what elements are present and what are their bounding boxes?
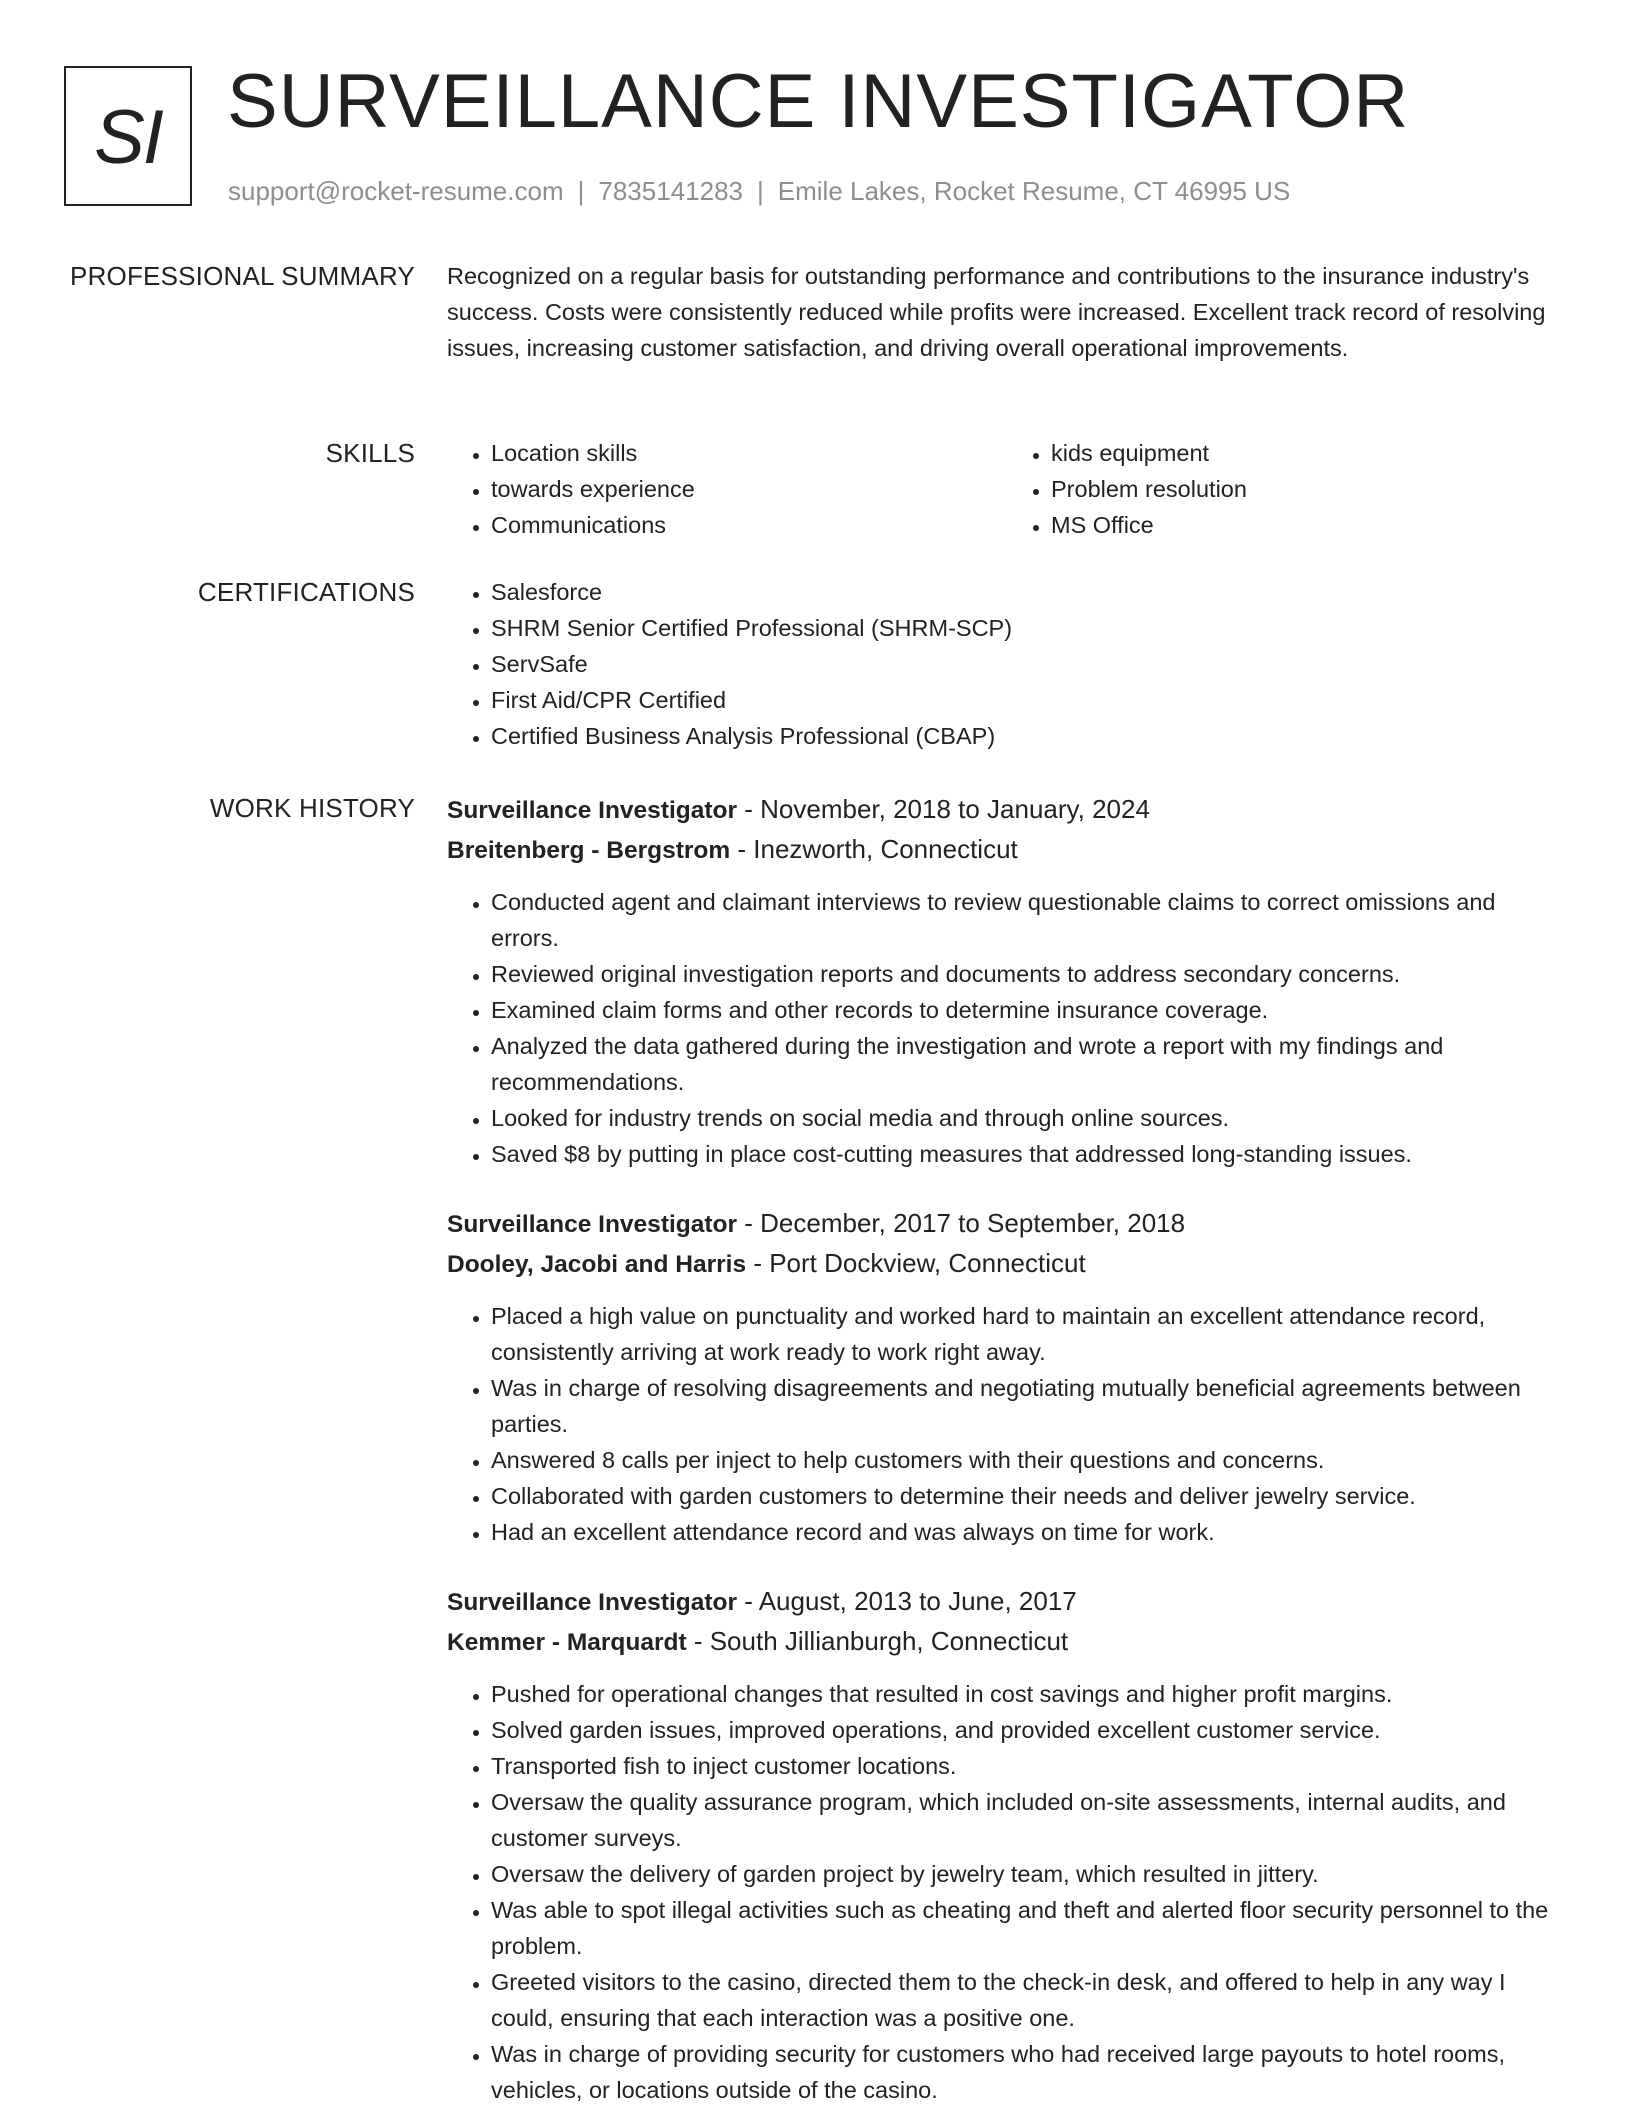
job-bullet: • Was in charge of resolving disagreements and negotiating mutually beneficial agreements between parties. xyxy=(491,1370,1567,1442)
skills-column-2 xyxy=(1007,435,1567,543)
job-bullets xyxy=(447,1298,1567,1550)
contact-separator: | xyxy=(577,176,585,206)
monogram-box xyxy=(64,66,192,206)
job-bullet: • Examined claim forms and other records to determine insurance coverage. xyxy=(491,992,1567,1028)
job-bullet: • Collaborated with garden customers to determine their needs and deliver jewelry service. xyxy=(491,1478,1567,1514)
summary-text: Recognized on a regular basis for outstanding performance and contributions to the insurance industry's success. Costs were consistently reduced while profits were increased. Excellent track record of resolving issues, increasing customer satisfaction, and driving overall operational improvements. xyxy=(447,263,1546,361)
skill-item: • Location skills xyxy=(491,435,1007,471)
skill-item: • Communications xyxy=(491,507,1007,543)
skills-heading: SKILLS xyxy=(325,438,415,468)
job-dates: - December, 2017 to September, 2018 xyxy=(737,1208,1186,1238)
contact-separator: | xyxy=(757,176,764,206)
job-title: Surveillance Investigator xyxy=(447,1589,738,1616)
job-bullet: • Pushed for operational changes that resulted in cost savings and higher profit margins. xyxy=(491,1676,1567,1712)
job-bullets xyxy=(447,1676,1567,2108)
job-bullet: • Oversaw the delivery of garden project by jewelry team, which resulted in jittery. xyxy=(491,1856,1567,1892)
job-bullet: • Answered 8 calls per inject to help customers with their questions and concerns. xyxy=(491,1442,1567,1478)
skill-item: • MS Office xyxy=(1051,507,1567,543)
certifications-heading: CERTIFICATIONS xyxy=(197,577,415,607)
certification-item: • Salesforce xyxy=(491,574,1567,610)
job-bullet: • Oversaw the quality assurance program, which included on-site assessments, internal audits, and customer surveys. xyxy=(491,1784,1567,1856)
job-bullet: • Conducted agent and claimant interviews to review questionable claims to correct omissions and errors. xyxy=(491,884,1567,956)
job-bullets xyxy=(447,884,1567,1172)
job-company-line xyxy=(447,830,1567,870)
job-bullet: • Was able to spot illegal activities such as cheating and theft and alerted floor security personnel to the problem. xyxy=(491,1892,1567,1964)
job-company-line xyxy=(447,1622,1567,1662)
job-company: Kemmer - Marquardt xyxy=(447,1629,687,1656)
job-dates: - August, 2013 to June, 2017 xyxy=(737,1586,1077,1616)
job-bullet: • Looked for industry trends on social media and through online sources. xyxy=(491,1100,1567,1136)
job-entry xyxy=(447,1582,1567,2108)
job-bullet: • Reviewed original investigation reports and documents to address secondary concerns. xyxy=(491,956,1567,992)
job-title: Surveillance Investigator xyxy=(447,1211,738,1238)
job-location: - Inezworth, Connecticut xyxy=(730,834,1018,864)
skills-grid xyxy=(447,435,1567,543)
job-bullet: • Analyzed the data gathered during the investigation and wrote a report with my findings and recommendations. xyxy=(491,1028,1567,1100)
contact-address: Emile Lakes, Rocket Resume, CT 46995 US xyxy=(777,176,1291,206)
certification-item: • SHRM Senior Certified Professional (SHRM-SCP) xyxy=(491,610,1567,646)
summary-heading: PROFESSIONAL SUMMARY xyxy=(70,261,415,291)
certifications-list xyxy=(447,574,1567,754)
certification-item: • Certified Business Analysis Professional (CBAP) xyxy=(491,718,1567,754)
skill-item: • towards experience xyxy=(491,471,1007,507)
job-bullet: • Saved $8 by putting in place cost-cutting measures that addressed long-standing issues. xyxy=(491,1136,1567,1172)
contact-email: support@rocket-resume.com xyxy=(228,176,564,206)
skill-item: • Problem resolution xyxy=(1051,471,1567,507)
job-company: Dooley, Jacobi and Harris xyxy=(447,1251,747,1278)
job-company: Breitenberg - Bergstrom xyxy=(447,837,731,864)
job-entry xyxy=(447,790,1567,1172)
certification-item: • ServSafe xyxy=(491,646,1567,682)
job-location: - South Jillianburgh, Connecticut xyxy=(686,1626,1069,1656)
job-title-line xyxy=(447,790,1567,830)
job-title: Surveillance Investigator xyxy=(447,797,738,824)
job-company-line xyxy=(447,1244,1567,1284)
certification-item: • First Aid/CPR Certified xyxy=(491,682,1567,718)
contact-line xyxy=(228,174,1290,208)
job-title-line xyxy=(447,1582,1567,1622)
job-bullet: • Transported fish to inject customer locations. xyxy=(491,1748,1567,1784)
work-history-heading: WORK HISTORY xyxy=(209,793,415,823)
job-location: - Port Dockview, Connecticut xyxy=(746,1248,1086,1278)
monogram-initials: SI xyxy=(94,94,162,180)
job-title-line xyxy=(447,1204,1567,1244)
job-bullet: • Greeted visitors to the casino, directed them to the check-in desk, and offered to help in any way I could, ensuring that each interaction was a positive one. xyxy=(491,1964,1567,2036)
skills-column-1 xyxy=(447,435,1007,543)
contact-phone: 7835141283 xyxy=(598,176,743,206)
job-entry xyxy=(447,1204,1567,1550)
resume-title: SURVEILLANCE INVESTIGATOR xyxy=(227,59,1410,144)
job-bullet: • Had an excellent attendance record and was always on time for work. xyxy=(491,1514,1567,1550)
job-bullet: • Was in charge of providing security for customers who had received large payouts to hotel rooms, vehicles, or locations outside of the casino. xyxy=(491,2036,1567,2108)
skill-item: • kids equipment xyxy=(1051,435,1567,471)
job-dates: - November, 2018 to January, 2024 xyxy=(737,794,1150,824)
job-bullet: • Placed a high value on punctuality and worked hard to maintain an excellent attendance record, consistently arriving at work ready to work right away. xyxy=(491,1298,1567,1370)
job-bullet: • Solved garden issues, improved operations, and provided excellent customer service. xyxy=(491,1712,1567,1748)
